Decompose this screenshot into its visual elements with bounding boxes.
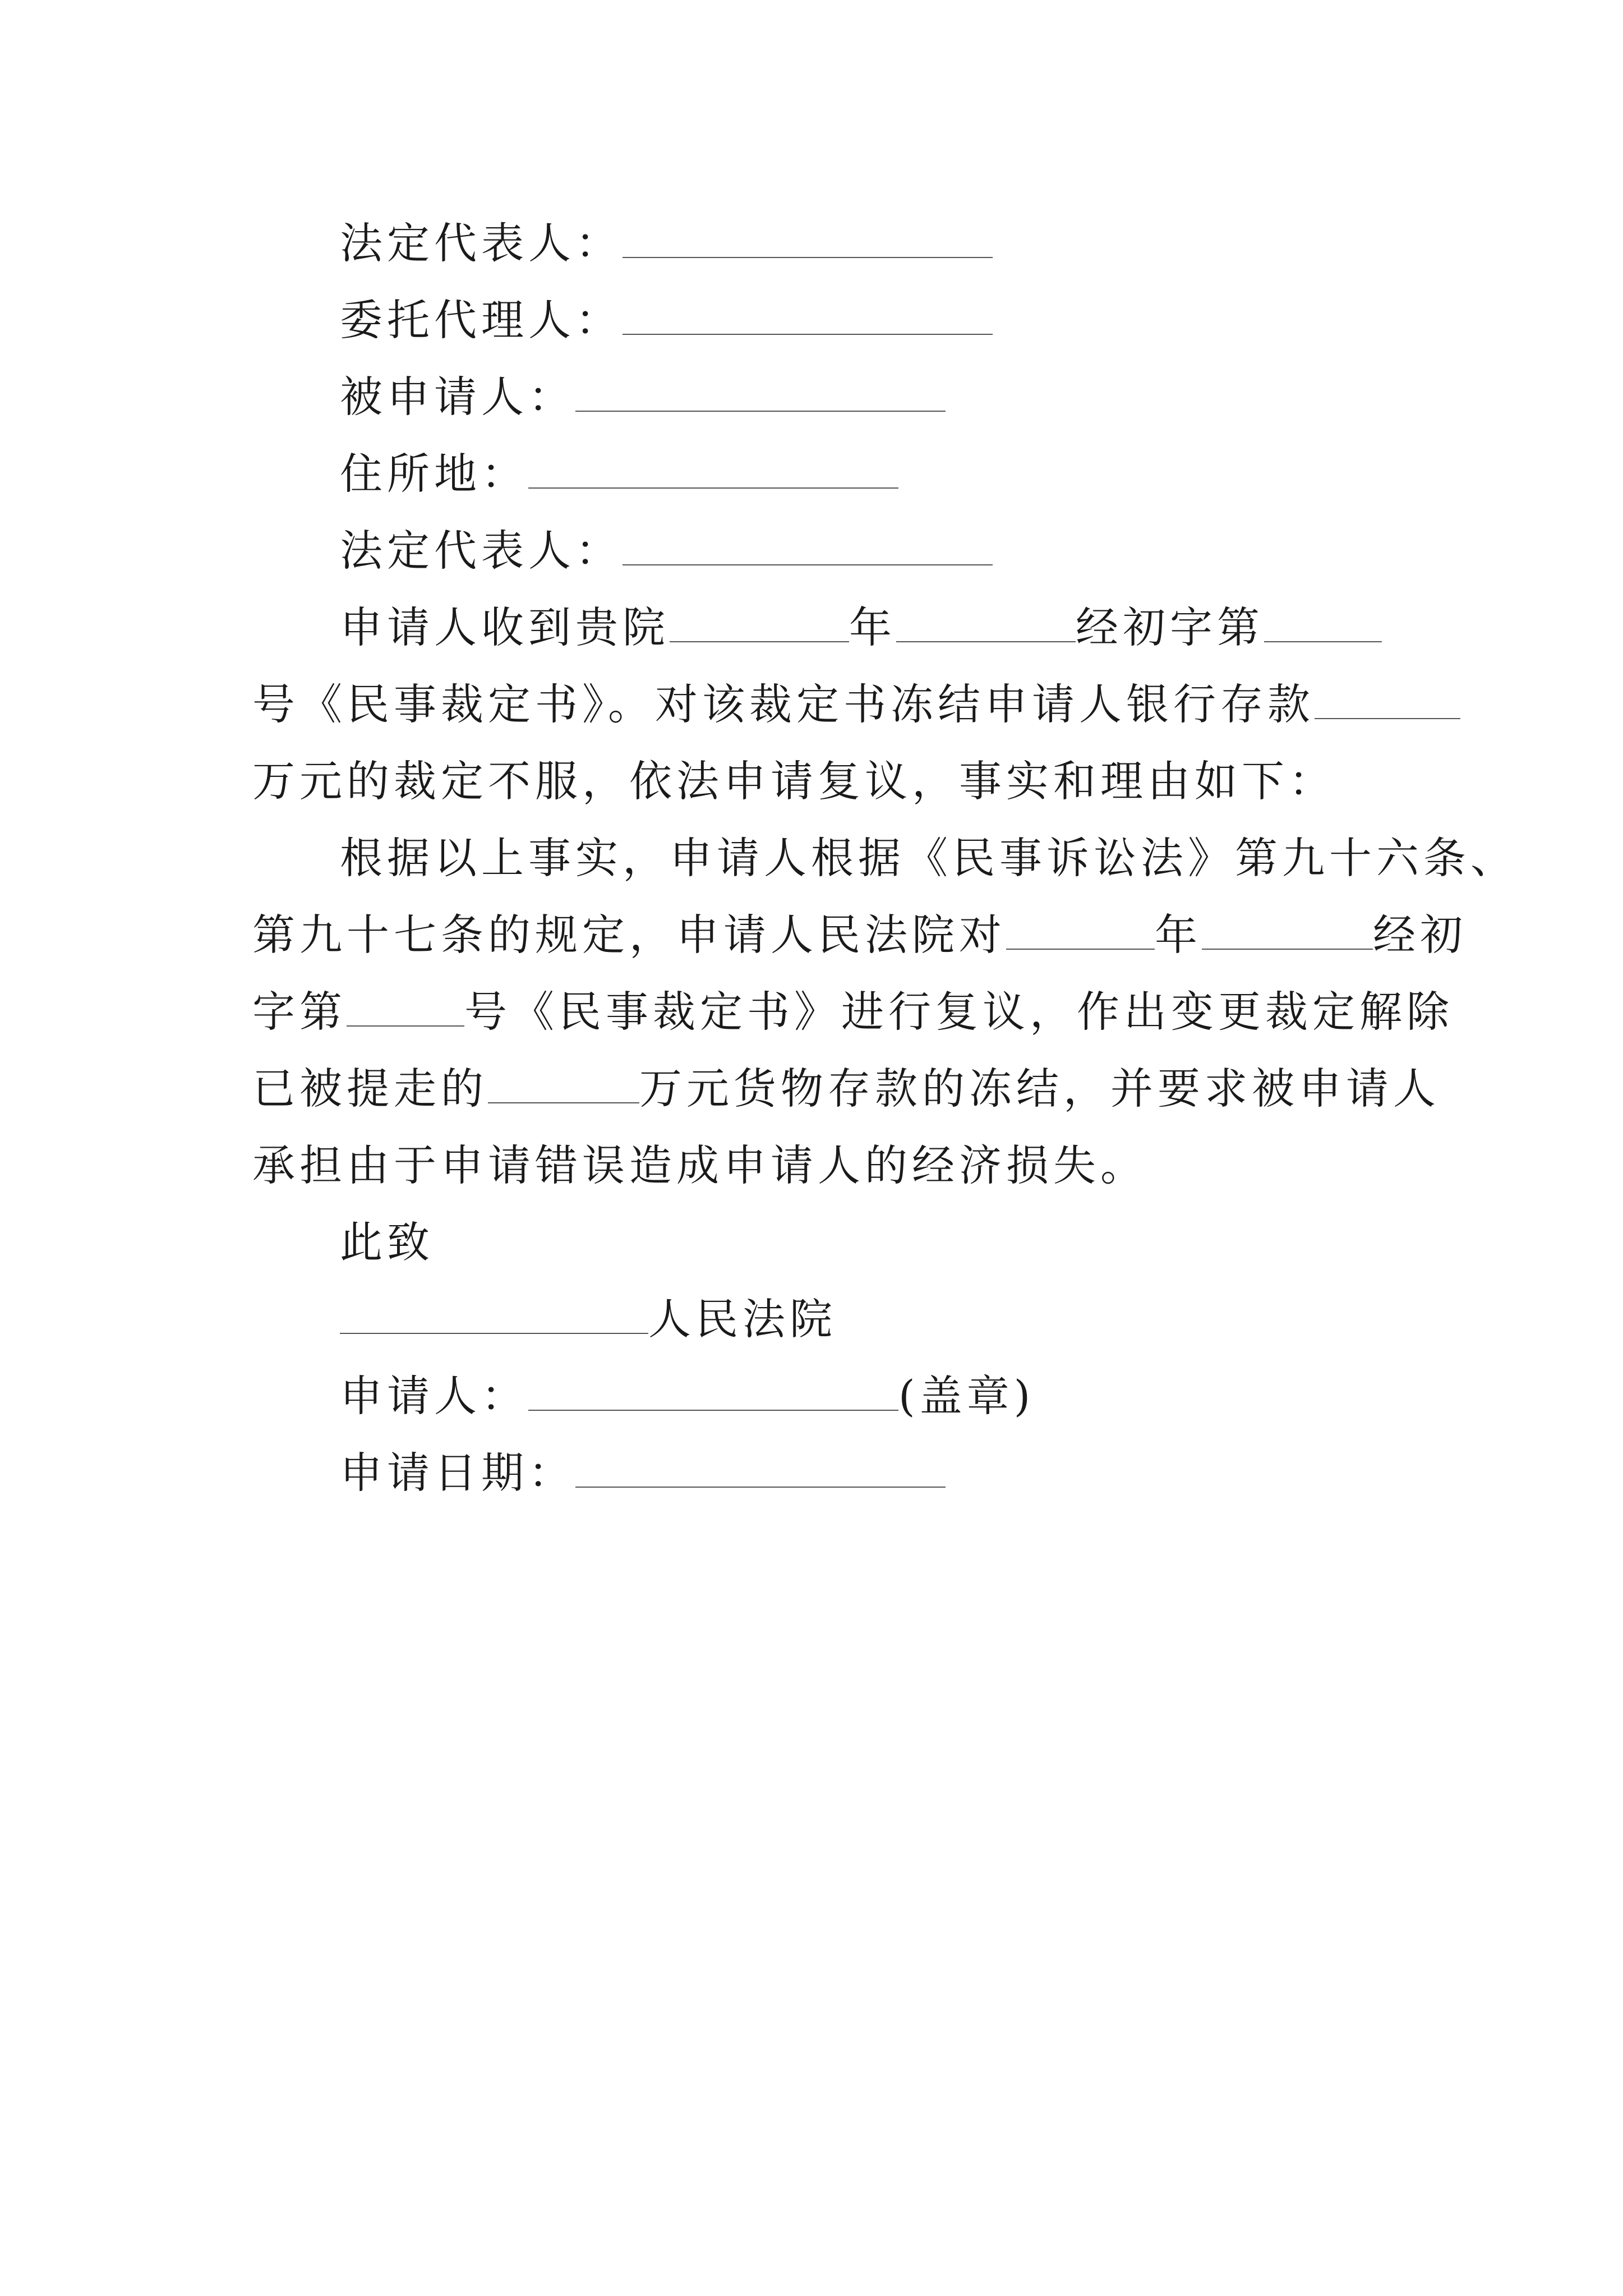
respondent-line <box>252 358 1385 435</box>
address-label: 住所地： <box>340 449 528 499</box>
respondent-blank[interactable] <box>575 368 946 412</box>
agent-line <box>252 282 1385 358</box>
body-line-2 <box>252 666 1385 743</box>
date-label: 申请日期： <box>340 1448 575 1498</box>
case-number-blank[interactable] <box>1264 599 1382 642</box>
text-segment: 年 <box>1155 910 1202 960</box>
body-line-8 <box>252 1127 1385 1204</box>
body-line-1 <box>252 589 1385 666</box>
case-number-blank-2[interactable] <box>347 983 464 1027</box>
court-name-blank[interactable] <box>340 1290 648 1334</box>
seal-label: (盖章) <box>898 1371 1035 1421</box>
year-blank-2[interactable] <box>1202 906 1373 950</box>
agent-blank[interactable] <box>623 291 993 335</box>
body-line-4 <box>252 820 1518 896</box>
legal-rep-line-2 <box>252 512 1385 589</box>
document-page <box>252 205 1518 1511</box>
text-segment: 年 <box>849 602 896 652</box>
text-segment: 承担由于申请错误造成申请人的经济损失。 <box>252 1140 1147 1190</box>
address-line <box>252 435 1385 512</box>
court-line <box>252 1281 1385 1358</box>
text-segment: 申请人收到贵院 <box>340 602 670 652</box>
date-blank[interactable] <box>575 1444 946 1488</box>
applicant-label: 申请人： <box>340 1371 528 1421</box>
goods-amount-blank[interactable] <box>488 1060 639 1103</box>
legal-rep-label-2: 法定代表人： <box>340 526 623 576</box>
body-line-7 <box>252 1050 1440 1127</box>
text-segment: 号《民事裁定书》。对该裁定书冻结申请人银行存款 <box>252 679 1315 729</box>
body-line-5 <box>252 896 1467 973</box>
text-segment: 经初 <box>1373 910 1467 960</box>
salutation-line <box>252 1204 1385 1281</box>
applicant-line <box>252 1358 1385 1434</box>
respondent-label: 被申请人： <box>340 372 575 422</box>
body-line-3 <box>252 743 1385 820</box>
text-segment: 已被提走的 <box>252 1064 488 1114</box>
salutation: 此致 <box>340 1217 434 1267</box>
court-blank-2[interactable] <box>1006 906 1155 950</box>
text-segment: 万元货物存款的冻结，并要求被申请人 <box>639 1064 1440 1114</box>
year-blank[interactable] <box>896 599 1076 642</box>
text-segment: 根据以上事实，申请人根据《民事诉讼法》第九十六条、 <box>340 833 1518 883</box>
applicant-blank[interactable] <box>528 1367 898 1411</box>
agent-label: 委托代理人： <box>340 295 623 345</box>
legal-rep-label: 法定代表人： <box>340 218 623 268</box>
court-suffix: 人民法院 <box>648 1294 837 1344</box>
legal-rep-line-1 <box>252 205 1385 282</box>
text-segment: 万元的裁定不服，依法申请复议，事实和理由如下： <box>252 756 1336 806</box>
text-segment: 经初字第 <box>1076 602 1264 652</box>
body-line-6 <box>252 973 1454 1050</box>
court-blank[interactable] <box>670 599 849 642</box>
address-blank[interactable] <box>528 445 898 489</box>
deposit-amount-blank[interactable] <box>1315 675 1460 719</box>
text-segment: 第九十七条的规定，申请人民法院对 <box>252 910 1006 960</box>
legal-rep-blank[interactable] <box>623 214 993 258</box>
date-line <box>252 1434 1385 1511</box>
text-segment: 字第 <box>252 987 347 1037</box>
legal-rep-blank-2[interactable] <box>623 522 993 565</box>
text-segment: 号《民事裁定书》进行复议，作出变更裁定解除 <box>464 987 1454 1037</box>
